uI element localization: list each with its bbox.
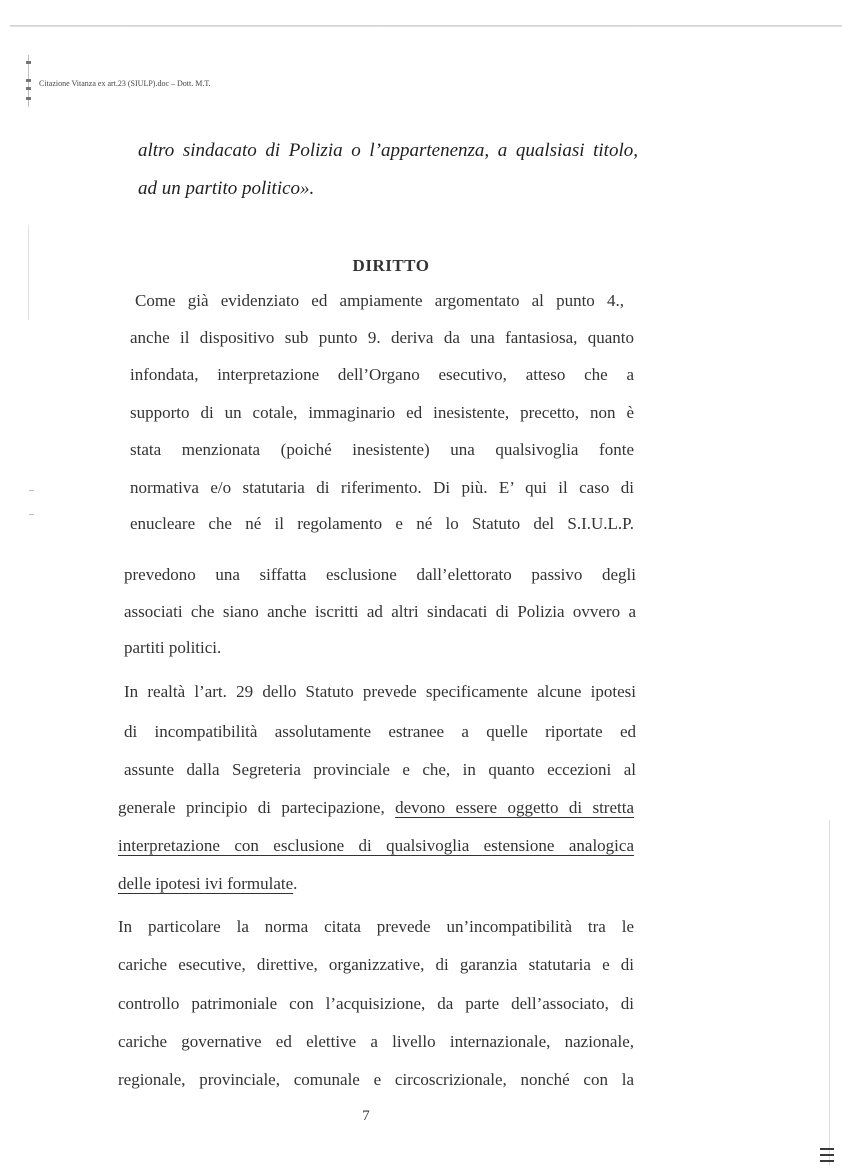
text-line: di incompatibilità assolutamente estranee a quelle riportate ed <box>124 722 636 741</box>
text-line <box>118 866 634 902</box>
text-run: . <box>293 874 298 893</box>
text-line: normativa e/o statutaria di riferimento. Di più. E’ qui il caso di <box>130 478 634 497</box>
file-reference-header: Citazione Vitanza ex art.23 (SIULP).doc – Dott. M.T. <box>39 79 211 88</box>
margin-mark <box>29 490 34 491</box>
underlined-text: delle ipotesi ivi formulate <box>118 874 294 893</box>
text-line: partiti politici. <box>124 638 222 657</box>
quote-line: altro sindacato di Polizia o l’appartenenza, a qualsiasi titolo, <box>138 140 638 161</box>
margin-mark <box>29 514 34 515</box>
text-line: associati che siano anche iscritti ad altri sindacati di Polizia ovvero a <box>124 602 636 621</box>
text-line: infondata, interpretazione dell’Organo esecutivo, atteso che a <box>130 365 634 384</box>
underlined-text: interpretazione con esclusione di qualsivoglia estensione analogica <box>118 836 634 855</box>
text-line: cariche governative ed elettive a livello internazionale, nazionale, <box>118 1032 634 1051</box>
text-line: prevedono una siffatta esclusione dall’elettorato passivo degli <box>124 565 636 584</box>
text-line: Come già evidenziato ed ampiamente argomentato al punto 4., <box>135 291 624 310</box>
scan-right-edge <box>829 820 830 1165</box>
text-line: cariche esecutive, direttive, organizzative, di garanzia statutaria e di <box>118 955 634 974</box>
text-line: enucleare che né il regolamento e né lo Statuto del S.I.U.L.P. <box>130 514 634 533</box>
quote-line: ad un partito politico». <box>138 178 315 199</box>
text-line: supporto di un cotale, immaginario ed inesistente, precetto, non è <box>130 403 634 422</box>
text-line: anche il dispositivo sub punto 9. deriva da una fantasiosa, quanto <box>130 328 634 347</box>
scan-corner-marks <box>820 1148 834 1168</box>
text-line: In particolare la norma citata prevede un’incompatibilità tra le <box>118 917 634 936</box>
text-line <box>118 790 634 826</box>
text-line: stata menzionata (poiché inesistente) una qualsivoglia fonte <box>130 440 634 459</box>
scan-top-edge <box>10 25 842 27</box>
text-line: In realtà l’art. 29 dello Statuto prevede specificamente alcune ipotesi <box>124 682 636 701</box>
text-line: assunte dalla Segreteria provinciale e che, in quanto eccezioni al <box>124 760 636 779</box>
text-run: generale principio di partecipazione, <box>118 798 396 817</box>
section-title: DIRITTO <box>352 256 430 275</box>
text-line: regionale, provinciale, comunale e circoscrizionale, nonché con la <box>118 1070 634 1089</box>
text-line: controllo patrimoniale con l’acquisizione, da parte dell’associato, di <box>118 994 634 1013</box>
underlined-text: devono essere oggetto di stretta <box>395 798 634 817</box>
margin-binding-ticks <box>28 55 33 107</box>
page-number: 7 <box>362 1108 370 1124</box>
